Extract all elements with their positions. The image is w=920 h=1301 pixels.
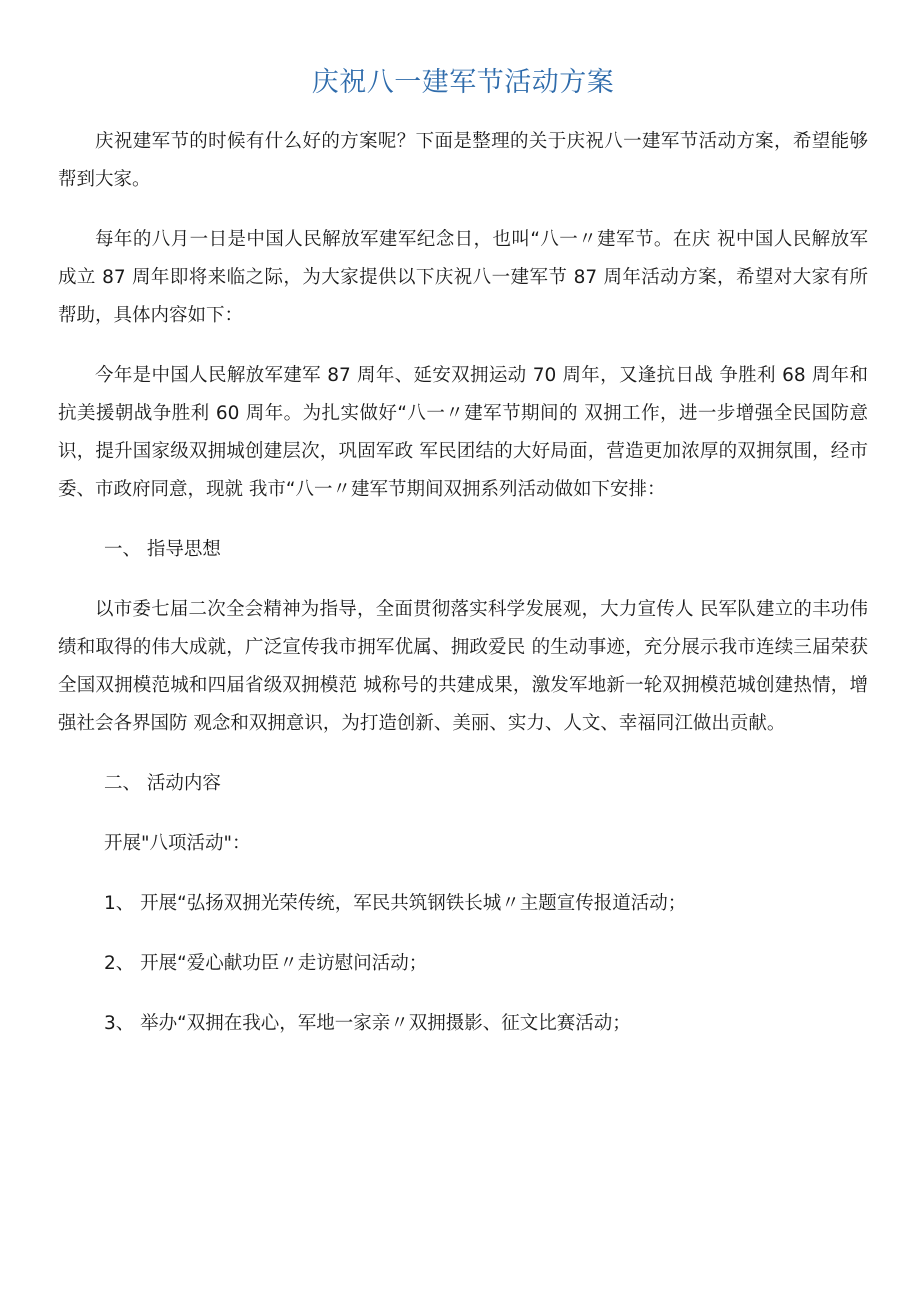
arrangement-paragraph: 今年是中国人民解放军建军 87 周年、延安双拥运动 70 周年，又逢抗日战 争胜利 68 周年和抗美援朝战争胜利 60 周年。为扎实做好“八一〃建军节期间的 双拥工作，进一步增强全民国防意识，提升国家级双拥城创建层次，巩固军政 军民团结的大好局面，营造更加浓厚的双拥氛围，经市委、市政府同意，现就 我市“八一〃建军节期间双拥系列活动做如下安排： xyxy=(58,365,868,500)
section-heading-guiding-ideology: 一、 指导思想 xyxy=(104,539,221,560)
activity-item: 3、 举办“双拥在我心，军地一家亲〃双拥摄影、征文比赛活动； xyxy=(104,1013,631,1034)
activity-item: 2、 开展“爱心献功臣〃走访慰问活动； xyxy=(104,953,428,974)
background-paragraph: 每年的八月一日是中国人民解放军建军纪念日，也叫“八一〃建军节。在庆 祝中国人民解放军成立 87 周年即将来临之际，为大家提供以下庆祝八一建军节 87 周年活动方案，希望对大家有所帮助，具体内容如下： xyxy=(58,229,868,326)
activities-intro: 开展"八项活动"： xyxy=(104,833,251,854)
section-heading-activity-content: 二、 活动内容 xyxy=(104,773,221,794)
guiding-ideology-paragraph: 以市委七届二次全会精神为指导，全面贯彻落实科学发展观，大力宣传人 民军队建立的丰功伟绩和取得的伟大成就，广泛宣传我市拥军优属、拥政爱民 的生动事迹，充分展示我市连续三届荣获全国双拥模范城和四届省级双拥模范 城称号的共建成果，激发军地新一轮双拥模范城创建热情，增强社会各界国防 观念和双拥意识，为打造创新、美丽、实力、人文、幸福同江做出贡献。 xyxy=(58,599,868,734)
activity-item: 1、 开展“弘扬双拥光荣传统，军民共筑钢铁长城〃主题宣传报道活动； xyxy=(104,893,687,914)
document-title: 庆祝八一建军节活动方案 xyxy=(311,67,615,98)
intro-paragraph: 庆祝建军节的时候有什么好的方案呢？下面是整理的关于庆祝八一建军节活动方案，希望能够帮到大家。 xyxy=(58,131,868,190)
